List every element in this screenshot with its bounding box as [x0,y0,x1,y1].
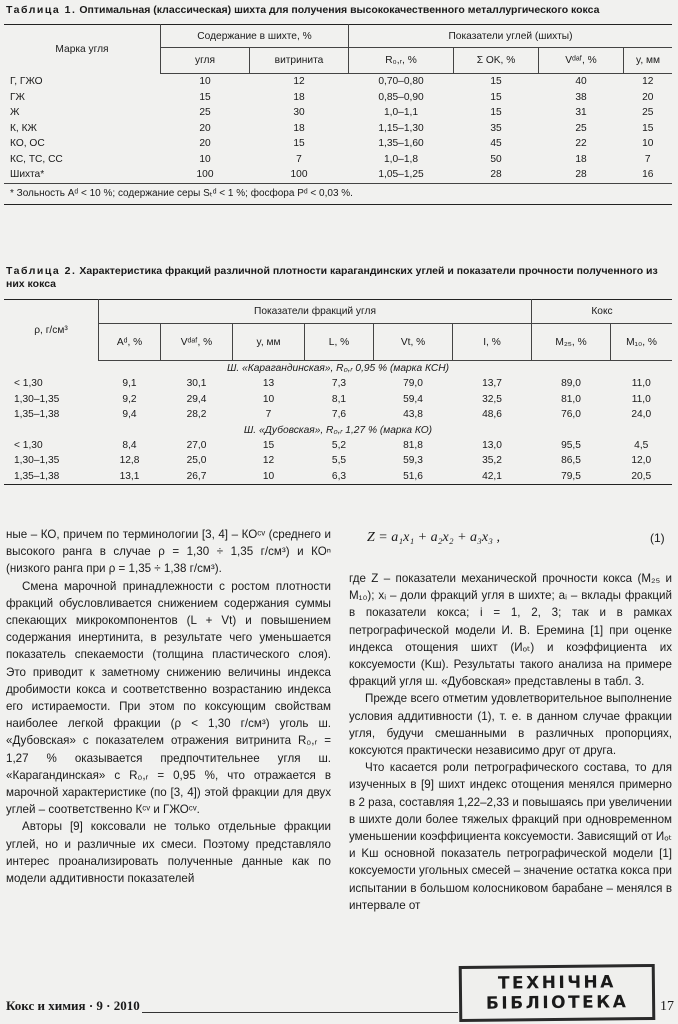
table-cell: 45 [490,138,502,150]
table-cell: 81,0 [561,393,581,405]
table-row [4,167,672,183]
table-cell: 13,1 [119,470,140,482]
table2-caption [6,265,670,291]
table1-subheader: y, мм [624,48,673,74]
table-cell: 5,2 [331,439,347,451]
table-cell: 1,0–1,8 [384,153,418,165]
table-cell: 11,0 [631,378,651,390]
table-cell: 95,5 [561,439,581,451]
table-cell: 25 [199,107,211,119]
table2-section-dubovskaya: Ш. «Дубовская», R₀,ᵣ 1,27 % (марка КО) [243,424,433,436]
table-cell: 29,4 [186,393,207,405]
table1-subheader: R₀,ᵣ, % [349,48,454,74]
table-cell: 6,3 [331,470,347,482]
table-cell: 100 [196,169,214,181]
table-cell: 16 [642,169,654,181]
stamp-line2: БІБЛІОТЕКА [485,992,629,1014]
table-row [4,152,672,168]
table2-caption-label: Таблица 2. [6,265,77,277]
table1-caption-text: Оптимальная (классическая) шихта для получения высококачественного металлургического кокса [79,4,600,16]
table-cell: 25 [575,122,587,134]
stamp-line1: ТЕХНІЧНА [497,972,616,994]
library-stamp [459,964,656,1022]
table1-header-content: Содержание в шихте, % [161,25,349,48]
table-cell: 15 [490,107,502,119]
table-cell: 18 [293,91,305,103]
table-cell: 9,4 [122,409,137,421]
table-cell: 7 [265,409,272,421]
table-cell: 30,1 [186,378,207,390]
table-cell: 1,35–1,60 [378,138,424,150]
table-cell: 0,70–0,80 [378,76,424,88]
table-cell: 25,0 [186,455,207,467]
table-cell: 12 [642,76,654,88]
table2-subheader: y, мм [233,324,305,361]
table-cell: 1,05–1,25 [378,169,424,181]
table-cell: 15 [490,91,502,103]
table2 [4,299,672,485]
table-cell: 13,0 [482,439,502,451]
table2-subheader: Aᵈ, % [99,324,161,361]
paragraph: Смена марочной принадлежности с ростом плотности фракций обусловливается снижением содержания суммы спекающих микрокомпонентов (L + Vt) и повышением содержания инертинита, в результате чего уменьшается показатель спекаемости (толщина пластического слоя). Это приводит к заметному снижению величины индекса дробимости кокса и соответственно возрастанию индекса его истираемости. При этом по коксующим свойствам наиболее легкой фракции (ρ < 1,30 г/см³) уголь ш. «Дубовская» с показателем отражения витринита R₀,ᵣ = 1,27 % оказывается предпочтительнее угля ш. «Карагандинская» с R₀,ᵣ = 0,95 %, что отражается в марочной характеристике (по [3, 4]) этой фракции для двух углей – соответственно Кᶜᵛ и ГЖОᶜᵛ. [6,579,331,817]
table1-subheader: угля [161,48,250,74]
left-text-column [6,526,331,887]
table-row [4,136,672,152]
table-cell: 100 [290,169,308,181]
table-cell: 12 [293,76,305,88]
table-cell: < 1,30 [14,439,43,451]
table-cell: 89,0 [561,378,581,390]
table2-header-fractions: Показатели фракций угля [99,300,532,324]
table-cell: 86,5 [561,455,581,467]
table1-caption-label: Таблица 1. [6,4,77,16]
table-cell: 12,0 [631,455,652,467]
table1-subheader: Σ OK, % [454,48,539,74]
table-cell: 5,5 [331,455,347,467]
table-cell: 35 [490,122,502,134]
table-cell: Шихта* [10,169,45,181]
table-cell: 24,0 [631,409,652,421]
table-row [4,121,672,137]
table-cell: 27,0 [186,439,207,451]
table-cell: 35,2 [482,455,502,467]
table1-subheader: Vᵈᵃᶠ, % [539,48,624,74]
table-cell: 48,6 [482,409,502,421]
formula: Z = a₁x₁ + a₂x₂ + a₃x₃ , [367,530,500,545]
table1-caption [6,4,599,17]
table2-subheader: M₂₅, % [532,324,611,361]
table-cell: 7,3 [331,378,347,390]
table2-subheader: Vᵈᵃᶠ, % [161,324,233,361]
table2-subheader: I, % [453,324,532,361]
table-cell: 13 [262,378,275,390]
table-cell: 4,5 [634,439,649,451]
page-number: 17 [660,999,674,1014]
table-cell: 79,5 [561,470,581,482]
table-cell: 22 [575,138,587,150]
table-cell: 9,2 [122,393,137,405]
table-cell: 10 [262,470,275,482]
formula-number: (1) [650,531,665,545]
table-cell: 76,0 [561,409,581,421]
footer-rule [142,1012,458,1013]
table-cell: 20 [199,138,211,150]
table-row [4,376,672,392]
table-cell: ГЖ [10,91,25,103]
right-text-column [349,570,672,914]
table1-subheader: витринита [250,48,349,74]
table-cell: 59,3 [403,455,423,467]
table-row [4,74,672,90]
table-cell: 18 [293,122,305,134]
table-cell: 12,8 [119,455,140,467]
table-cell: 1,0–1,1 [384,107,418,119]
table-row [4,407,672,423]
table-cell: 15 [199,91,211,103]
table-cell: 8,1 [331,393,347,405]
table-cell: КС, ТС, СС [10,153,63,165]
table-cell: 8,4 [122,439,137,451]
table-cell: 15 [293,138,305,150]
table-cell: 30 [293,107,305,119]
table-cell: 10 [262,393,275,405]
table1-header-brand: Марка угля [55,43,109,55]
table-cell: Г, ГЖО [10,76,43,87]
table-cell: 7,6 [331,409,347,421]
table-cell: 81,8 [403,439,423,451]
table2-subheader: L, % [305,324,374,361]
table-cell: 15 [490,76,502,88]
table-cell: 18 [575,153,587,165]
table2-subheader: M₁₀, % [611,324,673,361]
table-cell: 12 [262,455,275,467]
paragraph: Авторы [9] коксовали не только отдельные фракции углей, но и различные их смеси. Поэтому представляло интерес проанализировать полученные данные как по модели аддитивности показателей [6,820,331,886]
table-cell: 26,7 [186,470,207,482]
paragraph: Прежде всего отметим удовлетворительное выполнение условия аддитивности (1), т. е. в данном случае фракции угля, будучи смешанными в различных пропорциях, коксуются практически независимо друг от друга. [349,692,672,758]
table2-subheader: Vt, % [374,324,453,361]
table-cell: Ж [10,107,20,119]
table-cell: 42,1 [482,470,502,482]
table2-section-karaganda: Ш. «Карагандинская», R₀,ᵣ 0,95 % (марка КСН) [227,363,449,374]
table-cell: 38 [575,91,587,103]
table-cell: 25 [642,107,654,119]
table2-header-rho: ρ, г/см³ [34,324,68,336]
table1 [4,24,672,205]
table-cell: 15 [262,439,275,451]
table-cell: 20 [199,122,211,134]
table-cell: КО, ОС [10,138,45,150]
table-row [4,90,672,106]
table1-header-indicators: Показатели углей (шихты) [349,25,673,48]
table-cell: 32,5 [482,393,502,405]
table-cell: 20 [642,91,654,103]
table-cell: 11,0 [631,393,651,405]
paragraph: Что касается роли петрографического состава, то для изученных в [9] шихт индекс отощения менялся примерно в 2 раза, составляя 1,22–2,33 и повышаясь при увеличении в шихте доли более тяжелых фракций при одновременном уменьшении коэффициента коксуемости. Зависящий от Иₒₜ и Kш основной показатель петрографической модели [1] коксуемости угольных смесей – значение остатка кокса при испытании в большом колосниковом барабане – менялся в интервале от [349,761,672,912]
table-cell: 1,35–1,38 [14,470,60,482]
table-cell: < 1,30 [14,378,43,390]
table-cell: 1,30–1,35 [14,455,60,467]
table-row [4,105,672,121]
table-cell: 1,15–1,30 [378,122,424,134]
table-row [4,438,672,454]
table-row [4,392,672,408]
table-cell: 9,1 [122,378,137,390]
table-cell: 59,4 [403,393,423,405]
table-cell: 31 [575,107,587,119]
table-cell: 0,85–0,90 [378,91,424,103]
table-cell: 50 [490,153,502,165]
table-cell: 7 [296,153,302,165]
table-cell: 79,0 [403,378,423,390]
table-cell: 10 [199,76,211,88]
table-cell: К, КЖ [10,122,37,134]
paragraph: ные – КО, причем по терминологии [3, 4] – КОᶜᵛ (среднего и высокого ранга в случае ρ = 1,30 ÷ 1,35 г/см³) и КОⁿ (низкого ранга при ρ = 1,35 ÷ 1,38 г/см³). [6,528,331,576]
table-cell: 1,30–1,35 [14,393,60,405]
table-cell: 28 [575,169,587,181]
table2-header-coke: Кокс [532,300,673,324]
table-row [4,453,672,469]
table-cell: 40 [575,76,587,88]
table-cell: 28 [490,169,502,181]
table-cell: 28,2 [186,409,207,421]
table-cell: 10 [199,153,211,165]
table-cell: 7 [644,153,651,165]
table-cell: 13,7 [482,378,502,390]
table-cell: 15 [642,122,654,134]
table-cell: 20,5 [631,470,652,482]
table-cell: 1,35–1,38 [14,409,60,421]
table-cell: 51,6 [403,470,423,482]
table-row [4,469,672,485]
table-cell: 43,8 [403,409,423,421]
paragraph: где Z – показатели механической прочности кокса (M₂₅ и M₁₀); xᵢ – доли фракций угля в шихте; aᵢ – вклады фракций в показатели кокса; i = 1, 2, 3; так и в рамках петрографической модели И. В. Еремина [1] при оценке индекса отощения шихт (Иₒₜ) и коэффициента их коксуемости (Kш). Результаты такого анализа на примере фракций угля ш. «Дубовская» представлены в табл. 3. [349,572,672,689]
table-cell: 10 [642,138,654,150]
journal-footer: Кокс и химия · 9 · 2010 [6,998,140,1013]
table1-note: * Зольность Aᵈ < 10 %; содержание серы Sₜᵈ < 1 %; фосфора Pᵈ < 0,03 %. [4,183,672,204]
table2-caption-text: Характеристика фракций различной плотности карагандинских углей и показатели прочности полученного из них кокса [6,265,658,290]
